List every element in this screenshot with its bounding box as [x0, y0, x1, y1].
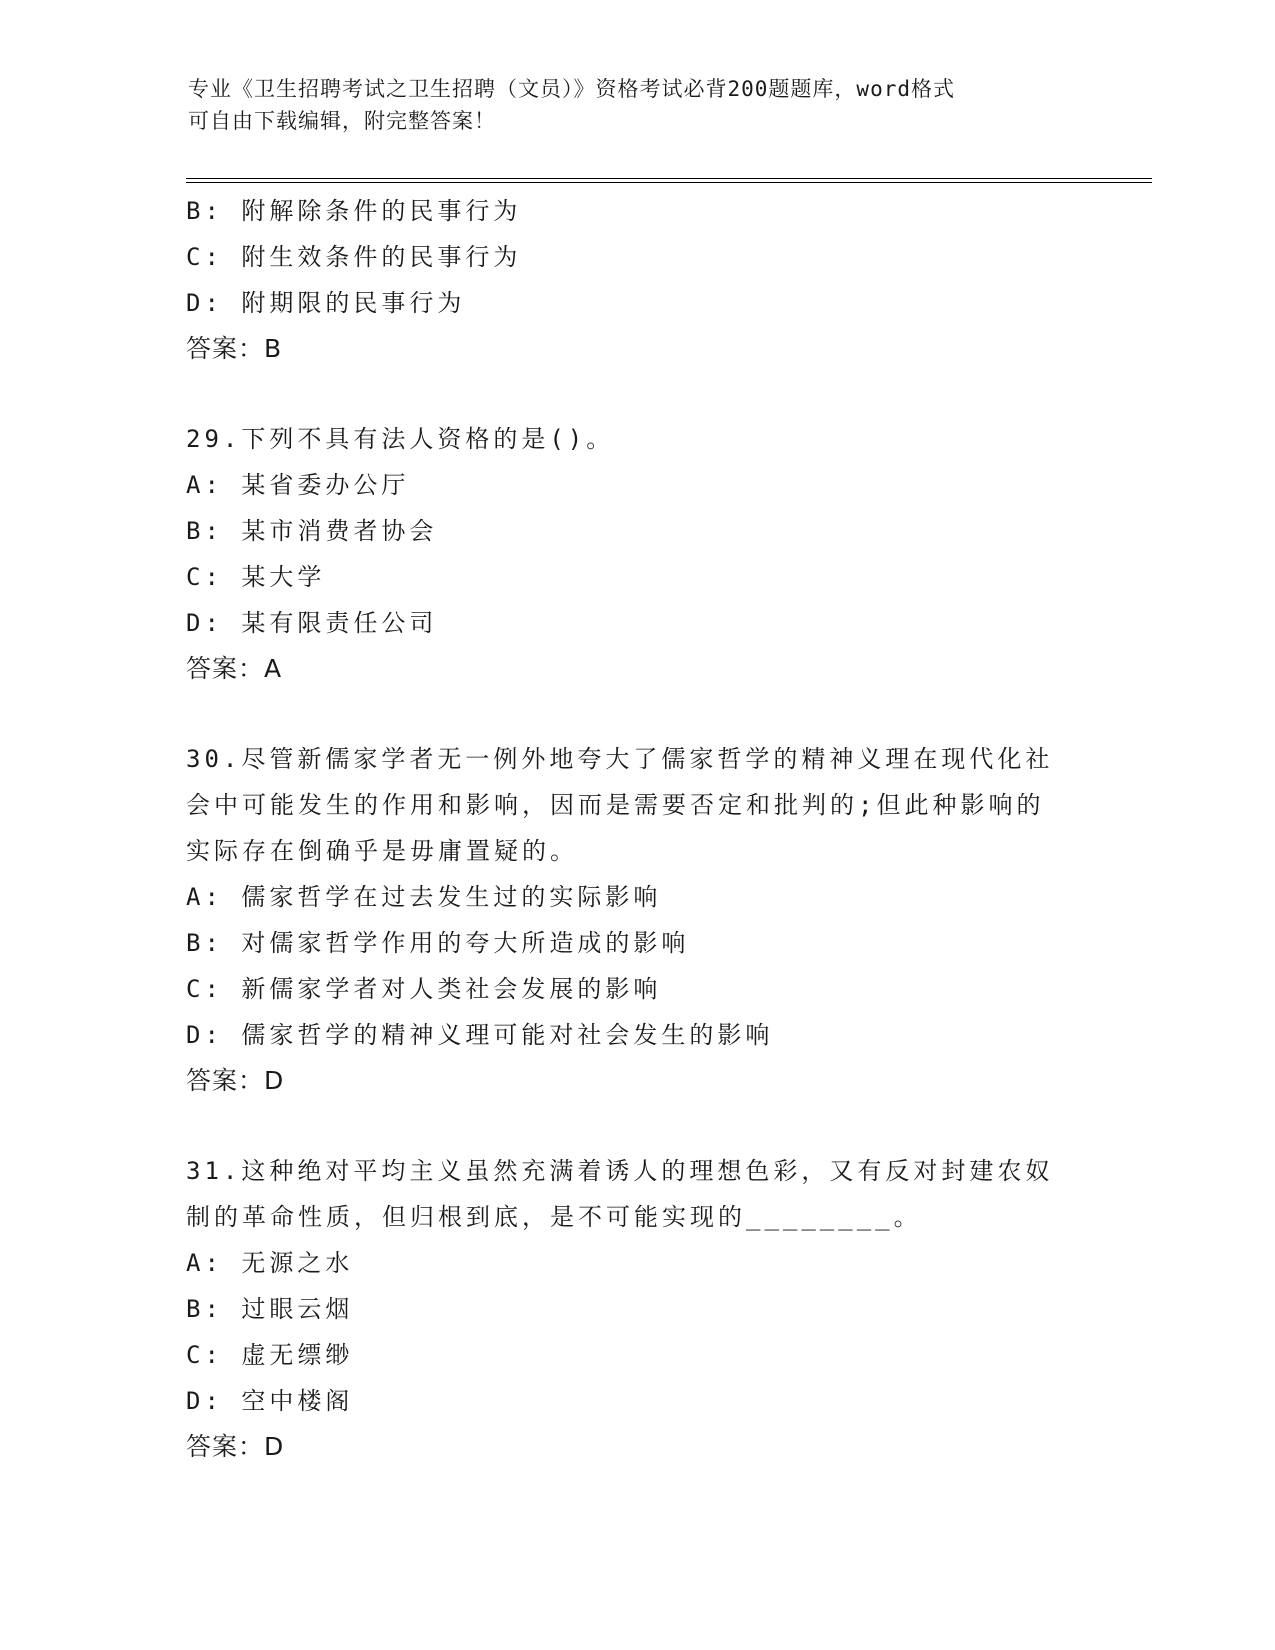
answer-line: 答案：D	[186, 1066, 285, 1095]
header-divider-bottom	[186, 182, 1152, 183]
answer-line: 答案：D	[186, 1432, 285, 1461]
option-c: C: 虚无缥缈	[186, 1341, 354, 1369]
option-b: B: 某市消费者协会	[186, 517, 438, 545]
option-d: D: 某有限责任公司	[186, 609, 438, 637]
option-d: D: 儒家哲学的精神义理可能对社会发生的影响	[186, 1021, 774, 1049]
document-header	[188, 73, 1068, 137]
option-b: B: 对儒家哲学作用的夸大所造成的影响	[186, 929, 690, 957]
question-block-31	[186, 1148, 1086, 1470]
answer-line: 答案：B	[186, 334, 283, 363]
header-line-1: 专业《卫生招聘考试之卫生招聘（文员）》资格考试必背200题题库，word格式	[188, 77, 955, 101]
question-text-line: 31.这种绝对平均主义虽然充满着诱人的理想色彩，又有反对封建农奴	[186, 1157, 1054, 1185]
option-a: A: 某省委办公厅	[186, 471, 410, 499]
question-text-line: 29.下列不具有法人资格的是()。	[186, 425, 615, 453]
header-divider-top	[186, 178, 1152, 179]
option-b: B: 附解除条件的民事行为	[186, 197, 522, 225]
question-list	[186, 188, 1086, 1470]
option-a: A: 无源之水	[186, 1249, 354, 1277]
option-d: D: 附期限的民事行为	[186, 289, 466, 317]
question-block-28	[186, 188, 1086, 372]
question-text-line: 30.尽管新儒家学者无一例外地夸大了儒家哲学的精神义理在现代化社	[186, 745, 1054, 773]
header-line-2: 可自由下载编辑，附完整答案！	[188, 109, 496, 133]
option-b: B: 过眼云烟	[186, 1295, 354, 1323]
question-block-29	[186, 416, 1086, 692]
option-c: C: 附生效条件的民事行为	[186, 243, 522, 271]
question-text-line: 会中可能发生的作用和影响，因而是需要否定和批判的;但此种影响的	[186, 791, 1045, 819]
option-d: D: 空中楼阁	[186, 1387, 354, 1415]
question-block-30	[186, 736, 1086, 1104]
option-c: C: 新儒家学者对人类社会发展的影响	[186, 975, 662, 1003]
question-text-line: 制的革命性质，但归根到底，是不可能实现的________。	[186, 1203, 922, 1231]
question-text-line: 实际存在倒确乎是毋庸置疑的。	[186, 837, 578, 865]
answer-line: 答案：A	[186, 654, 283, 683]
option-a: A: 儒家哲学在过去发生过的实际影响	[186, 883, 662, 911]
option-c: C: 某大学	[186, 563, 326, 591]
